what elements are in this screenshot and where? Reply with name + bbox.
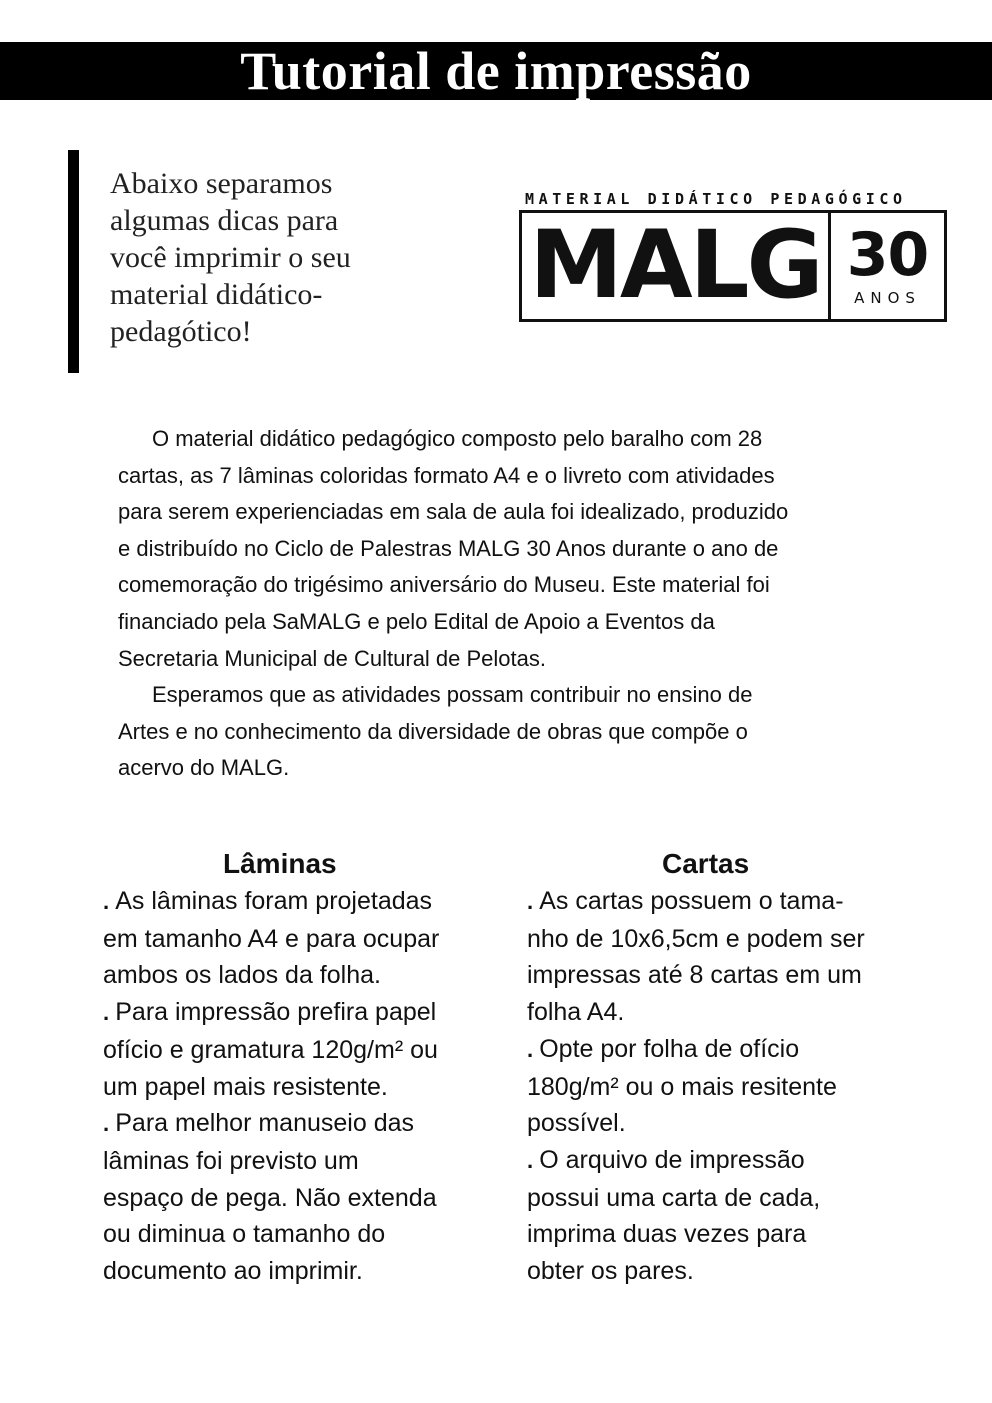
laminas-line: documento ao imprimir.: [103, 1257, 363, 1286]
cartas-line: . As cartas possuem o tama-: [527, 887, 844, 915]
logo-box: [519, 210, 947, 322]
malg-logo: [519, 190, 947, 322]
body-line: cartas, as 7 lâminas coloridas formato A4 e o livreto com atividades: [118, 462, 775, 488]
body-line: Artes e no conhecimento da diversidade de obras que compõe o: [118, 718, 748, 744]
intro-text: [110, 165, 400, 350]
logo-number: 30: [846, 220, 929, 290]
laminas-line: ou diminua o tamanho do: [103, 1220, 386, 1249]
body-line: para serem experienciadas em sala de aula foi idealizado, produzido: [118, 499, 789, 525]
laminas-line: . Para impressão prefira papel: [103, 998, 437, 1027]
bullet-icon: .: [527, 889, 540, 914]
intro-line: Abaixo separamos: [110, 167, 333, 200]
body-line: acervo do MALG.: [118, 755, 290, 781]
bullet-icon: .: [527, 1036, 540, 1062]
laminas-line: espaço de pega. Não extenda: [103, 1183, 437, 1212]
body-line: financiado pela SaMALG e pelo Edital de Apoio a Eventos da: [118, 608, 715, 634]
logo-tagline: MATERIAL DIDÁTICO PEDAGÓGICO: [525, 190, 907, 208]
cartas-line: impressas até 8 cartas em um: [527, 961, 862, 990]
logo-name: MALG: [522, 213, 831, 319]
page-title: Tutorial de impressão: [0, 42, 992, 100]
cartas-line: . Opte por folha de ofício: [527, 1034, 800, 1063]
body-text: [118, 421, 898, 787]
laminas-line: um papel mais resistente.: [103, 1072, 388, 1101]
cartas-line: possível.: [527, 1109, 626, 1138]
laminas-line: ofício e gramatura 120g/m² ou: [103, 1035, 438, 1064]
cartas-line: imprima duas vezes para: [527, 1220, 807, 1249]
cartas-line: nho de 10x6,5cm e podem ser: [527, 924, 865, 953]
laminas-line: lâminas foi previsto um: [103, 1146, 359, 1175]
body-line: comemoração do trigésimo aniversário do Museu. Este material foi: [118, 572, 770, 598]
bullet-icon: .: [527, 1147, 540, 1173]
laminas-line: . As lâminas foram projetadas: [103, 887, 433, 915]
laminas-heading: Lâminas: [223, 848, 337, 879]
laminas-line: em tamanho A4 e para ocupar: [103, 924, 440, 953]
bullet-icon: .: [103, 1111, 116, 1137]
cartas-line: . O arquivo de impressão: [527, 1145, 805, 1174]
cartas-line: possui uma carta de cada,: [527, 1183, 821, 1212]
body-line: Secretaria Municipal de Cultural de Pelotas.: [118, 645, 547, 671]
bullet-icon: .: [103, 889, 116, 914]
body-line: Esperamos que as atividades possam contribuir no ensino de: [152, 682, 753, 708]
cartas-line: folha A4.: [527, 998, 625, 1027]
logo-side: [831, 213, 944, 319]
intro-line: algumas dicas para: [110, 204, 339, 237]
logo-anos: ANOS: [854, 289, 921, 307]
intro-line: você imprimir o seu: [110, 241, 351, 274]
cartas-column: [527, 845, 927, 1290]
intro-line: material didático-: [110, 278, 323, 311]
cartas-heading: Cartas: [662, 848, 750, 879]
body-line: e distribuído no Ciclo de Palestras MALG 30 Anos durante o ano de: [118, 535, 779, 561]
accent-bar: [68, 150, 79, 373]
cartas-line: 180g/m² ou o mais resitente: [527, 1072, 837, 1101]
bullet-icon: .: [103, 1000, 116, 1026]
laminas-line: . Para melhor manuseio das: [103, 1109, 415, 1138]
body-line: O material didático pedagógico composto pelo baralho com 28: [152, 426, 763, 451]
intro-line: pedagótico!: [110, 315, 252, 348]
laminas-line: ambos os lados da folha.: [103, 961, 381, 990]
cartas-line: obter os pares.: [527, 1257, 694, 1286]
laminas-column: [103, 845, 503, 1290]
